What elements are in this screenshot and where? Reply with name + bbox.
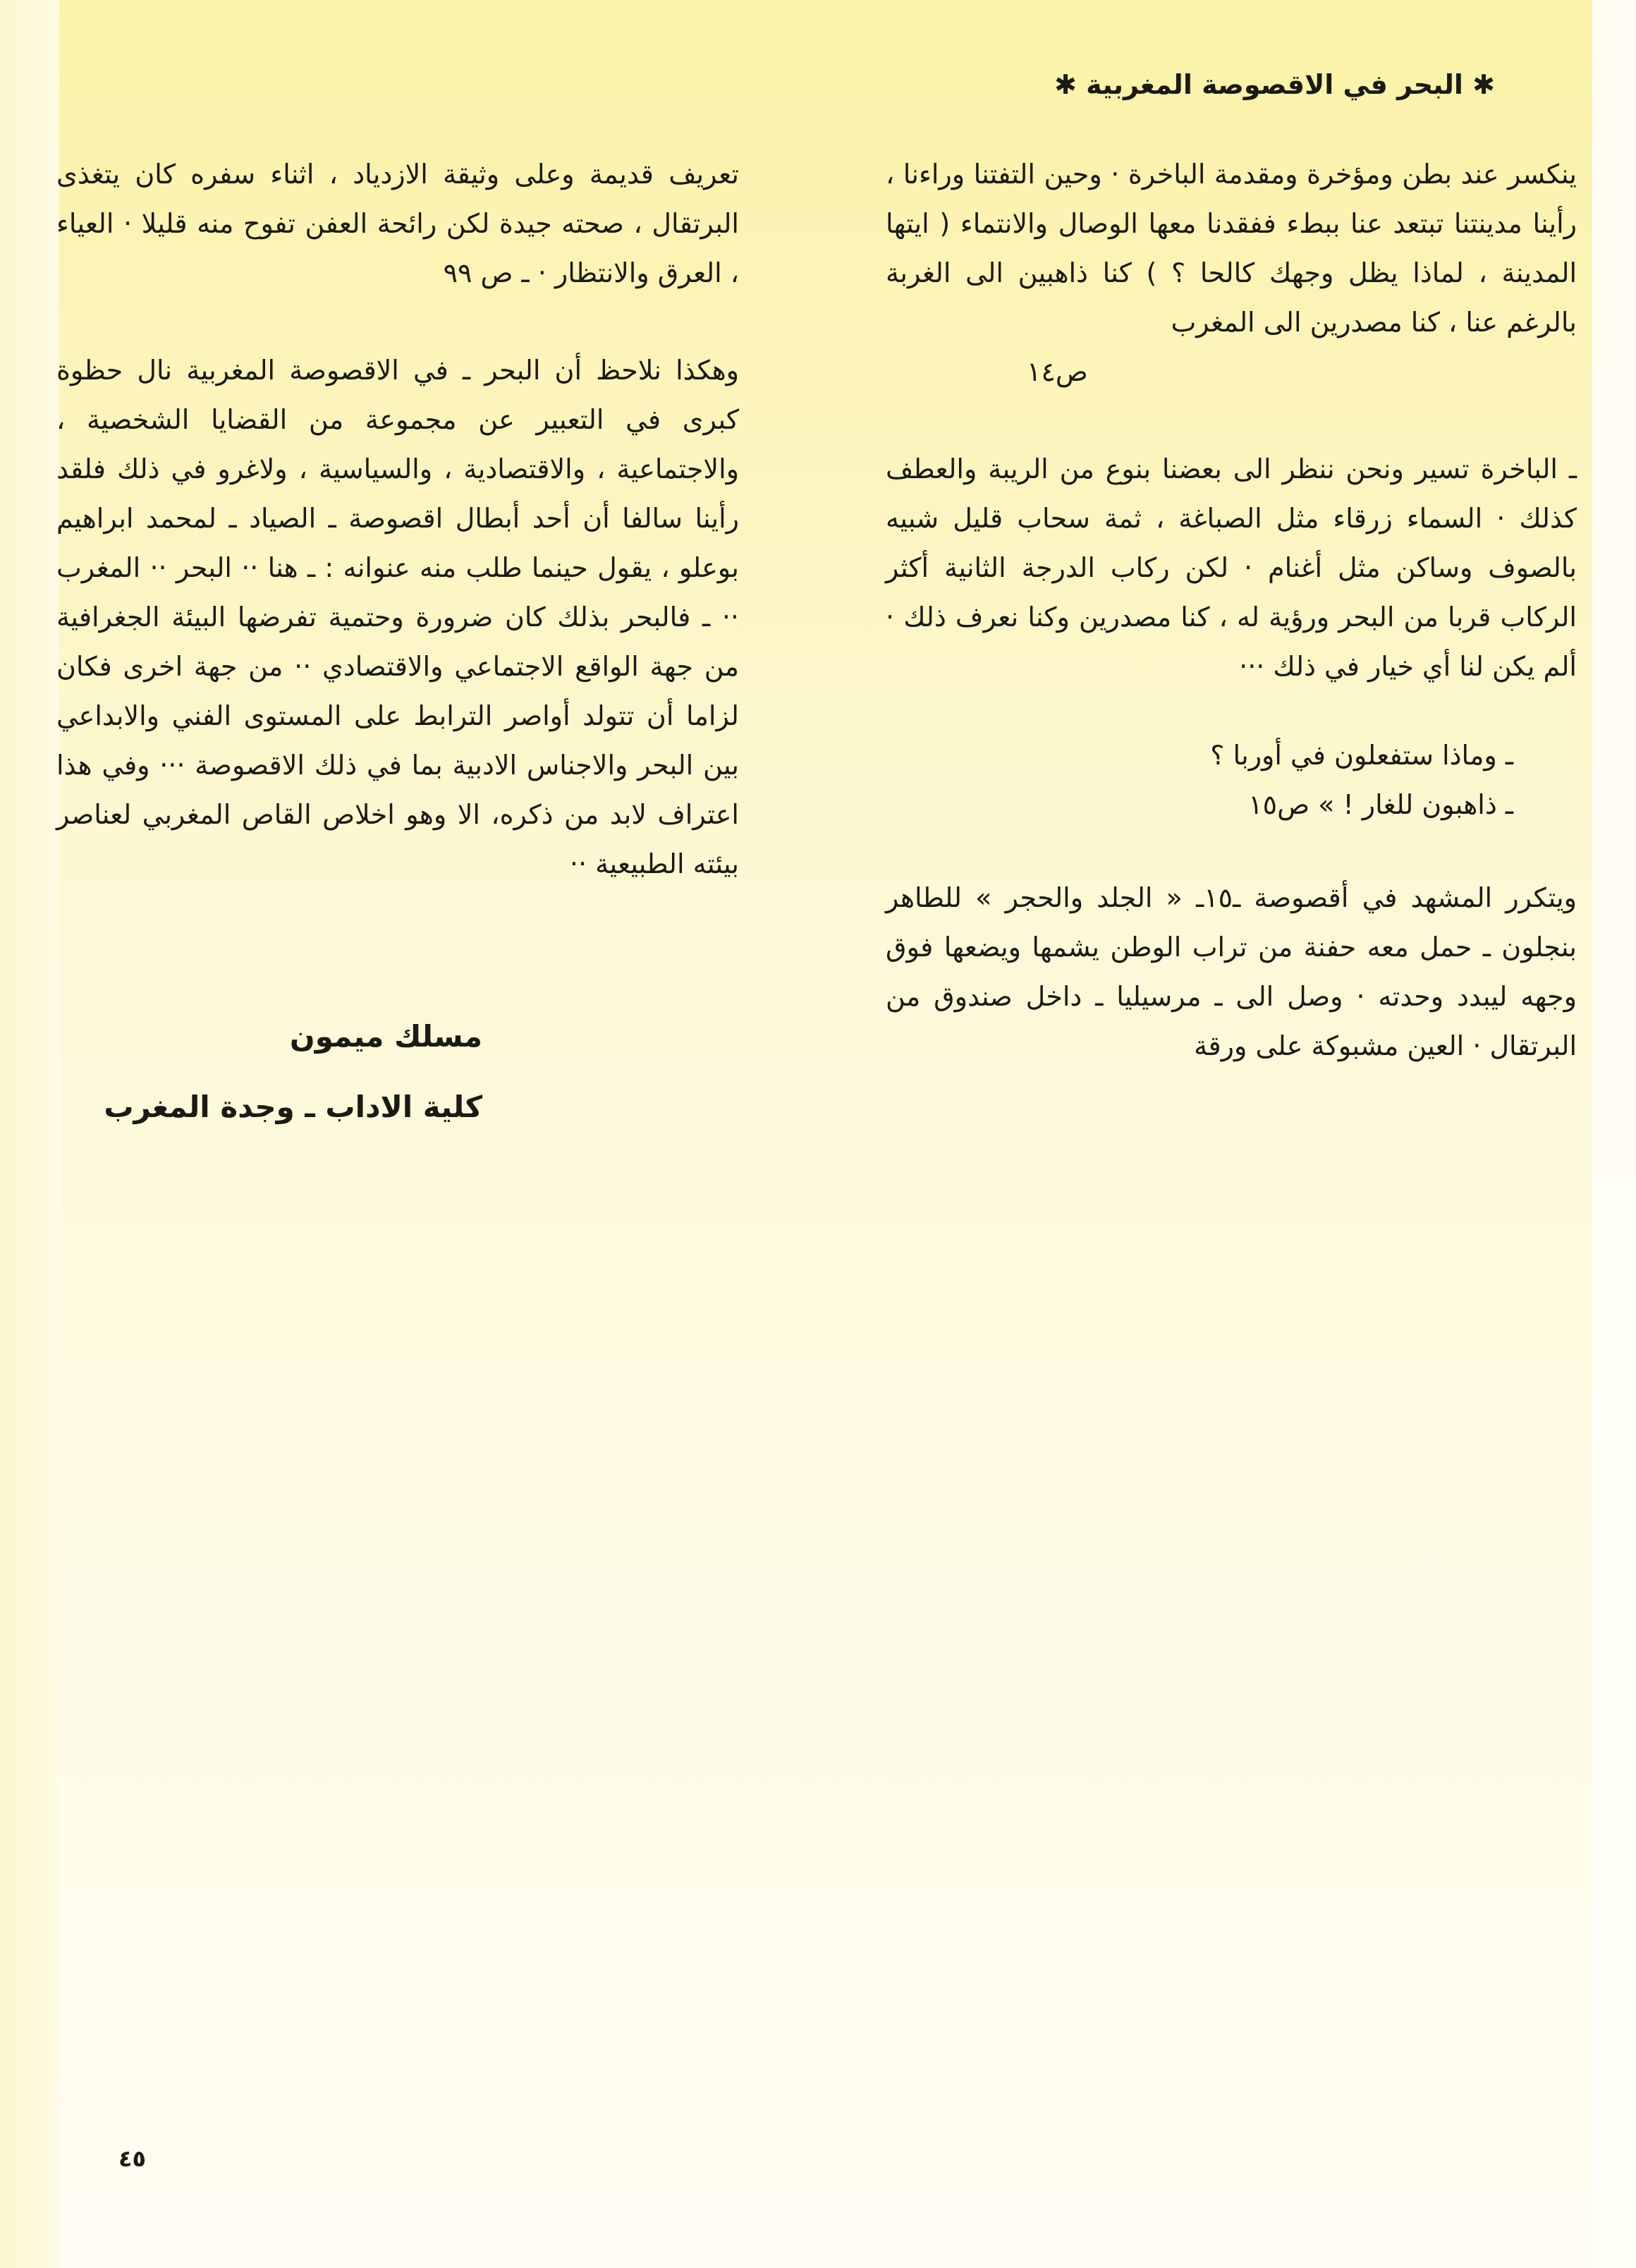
dialogue-line: ـ ذاهبون للغار ! » ص١٥ xyxy=(1248,789,1513,820)
running-header: ✱ البحر في الاقصوصة المغربية ✱ xyxy=(1054,69,1495,100)
author-signature xyxy=(59,1001,482,1142)
paragraph: ينكسر عند بطن ومؤخرة ومقدمة الباخرة · وحين التفتنا وراءنا ، رأينا مدينتنا تبتعد عنا ببطء ففقدنا معها الوصال والانتماء ( ايتها المدينة ، لماذا يظل وجهك كالحا ؟ ) كنا ذاهبين الى الغربة بالرغم عنا ، كنا مصدرين الى المغرب xyxy=(886,159,1577,338)
author-affiliation: كلية الاداب ـ وجدة المغرب xyxy=(104,1090,482,1124)
text-column-left xyxy=(56,150,739,889)
paragraph: تعريف قديمة وعلى وثيقة الازدياد ، اثناء سفره كان يتغذى البرتقال ، صحته جيدة لكن رائحة العفن تفوح منه قليلا · العياء ، العرق والانتظار · ـ ص ٩٩ xyxy=(56,159,739,288)
paragraph: ويتكرر المشهد في أقصوصة ـ١٥ـ « الجلد والحجر » للطاهر بنجلون ـ حمل معه حفنة من تراب الوطن يشمها ويضعها فوق وجهه ليبدد وحدته · وصل الى ـ مرسيليا ـ داخل صندوق من البرتقال · العين مشبوكة على ورقة xyxy=(886,882,1577,1061)
paper-margin-right-lower xyxy=(1592,1178,1636,2268)
page-reference: ص١٤ xyxy=(1027,356,1088,387)
paper-margin-left xyxy=(0,0,59,2268)
page-number: ٤٥ xyxy=(118,2145,147,2172)
dialogue-line: ـ وماذا ستفعلون في أوربا ؟ xyxy=(1210,740,1513,771)
text-column-right xyxy=(886,150,1577,1071)
author-name: مسلك ميمون xyxy=(289,1019,482,1054)
paragraph: ـ الباخرة تسير ونحن ننظر الى بعضنا بنوع من الريبة والعطف كذلك · السماء زرقاء مثل الصباغة ، ثمة سحاب قليل شبيه بالصوف وساكن مثل أغنام · لكن ركاب الدرجة الثانية أكثر الركاب قربا من البحر ورؤية له ، كنا مصدرين وكنا نعرف ذلك · ألم يكن لنا أي خيار في ذلك ··· xyxy=(886,453,1577,682)
paragraph: وهكذا نلاحظ أن البحر ـ في الاقصوصة المغربية نال حظوة كبرى في التعبير عن مجموعة من القضايا الشخصية ، والاجتماعية ، والاقتصادية ، والسياسية ، ولاغرو في ذلك فلقد رأينا سالفا أن أحد أبطال اقصوصة ـ الصياد ـ لمحمد ابراهيم بوعلو ، يقول حينما طلب منه عنوانه : ـ هنا ·· البحر ·· المغرب ·· ـ فالبحر بذلك كان ضرورة وحتمية تفرضها البيئة الجغرافية من جهة الواقع الاجتماعي والاقتصادي ·· من جهة اخرى فكان لزاما أن تتولد أواصر الترابط على المستوى الفني والابداعي بين البحر والاجناس الادبية بما في ذلك الاقصوصة ··· وفي هذا اعتراف لابد من ذكره، الا وهو اخلاص القاص المغربي لعناصر بيئته الطبيعية ·· xyxy=(56,355,739,879)
